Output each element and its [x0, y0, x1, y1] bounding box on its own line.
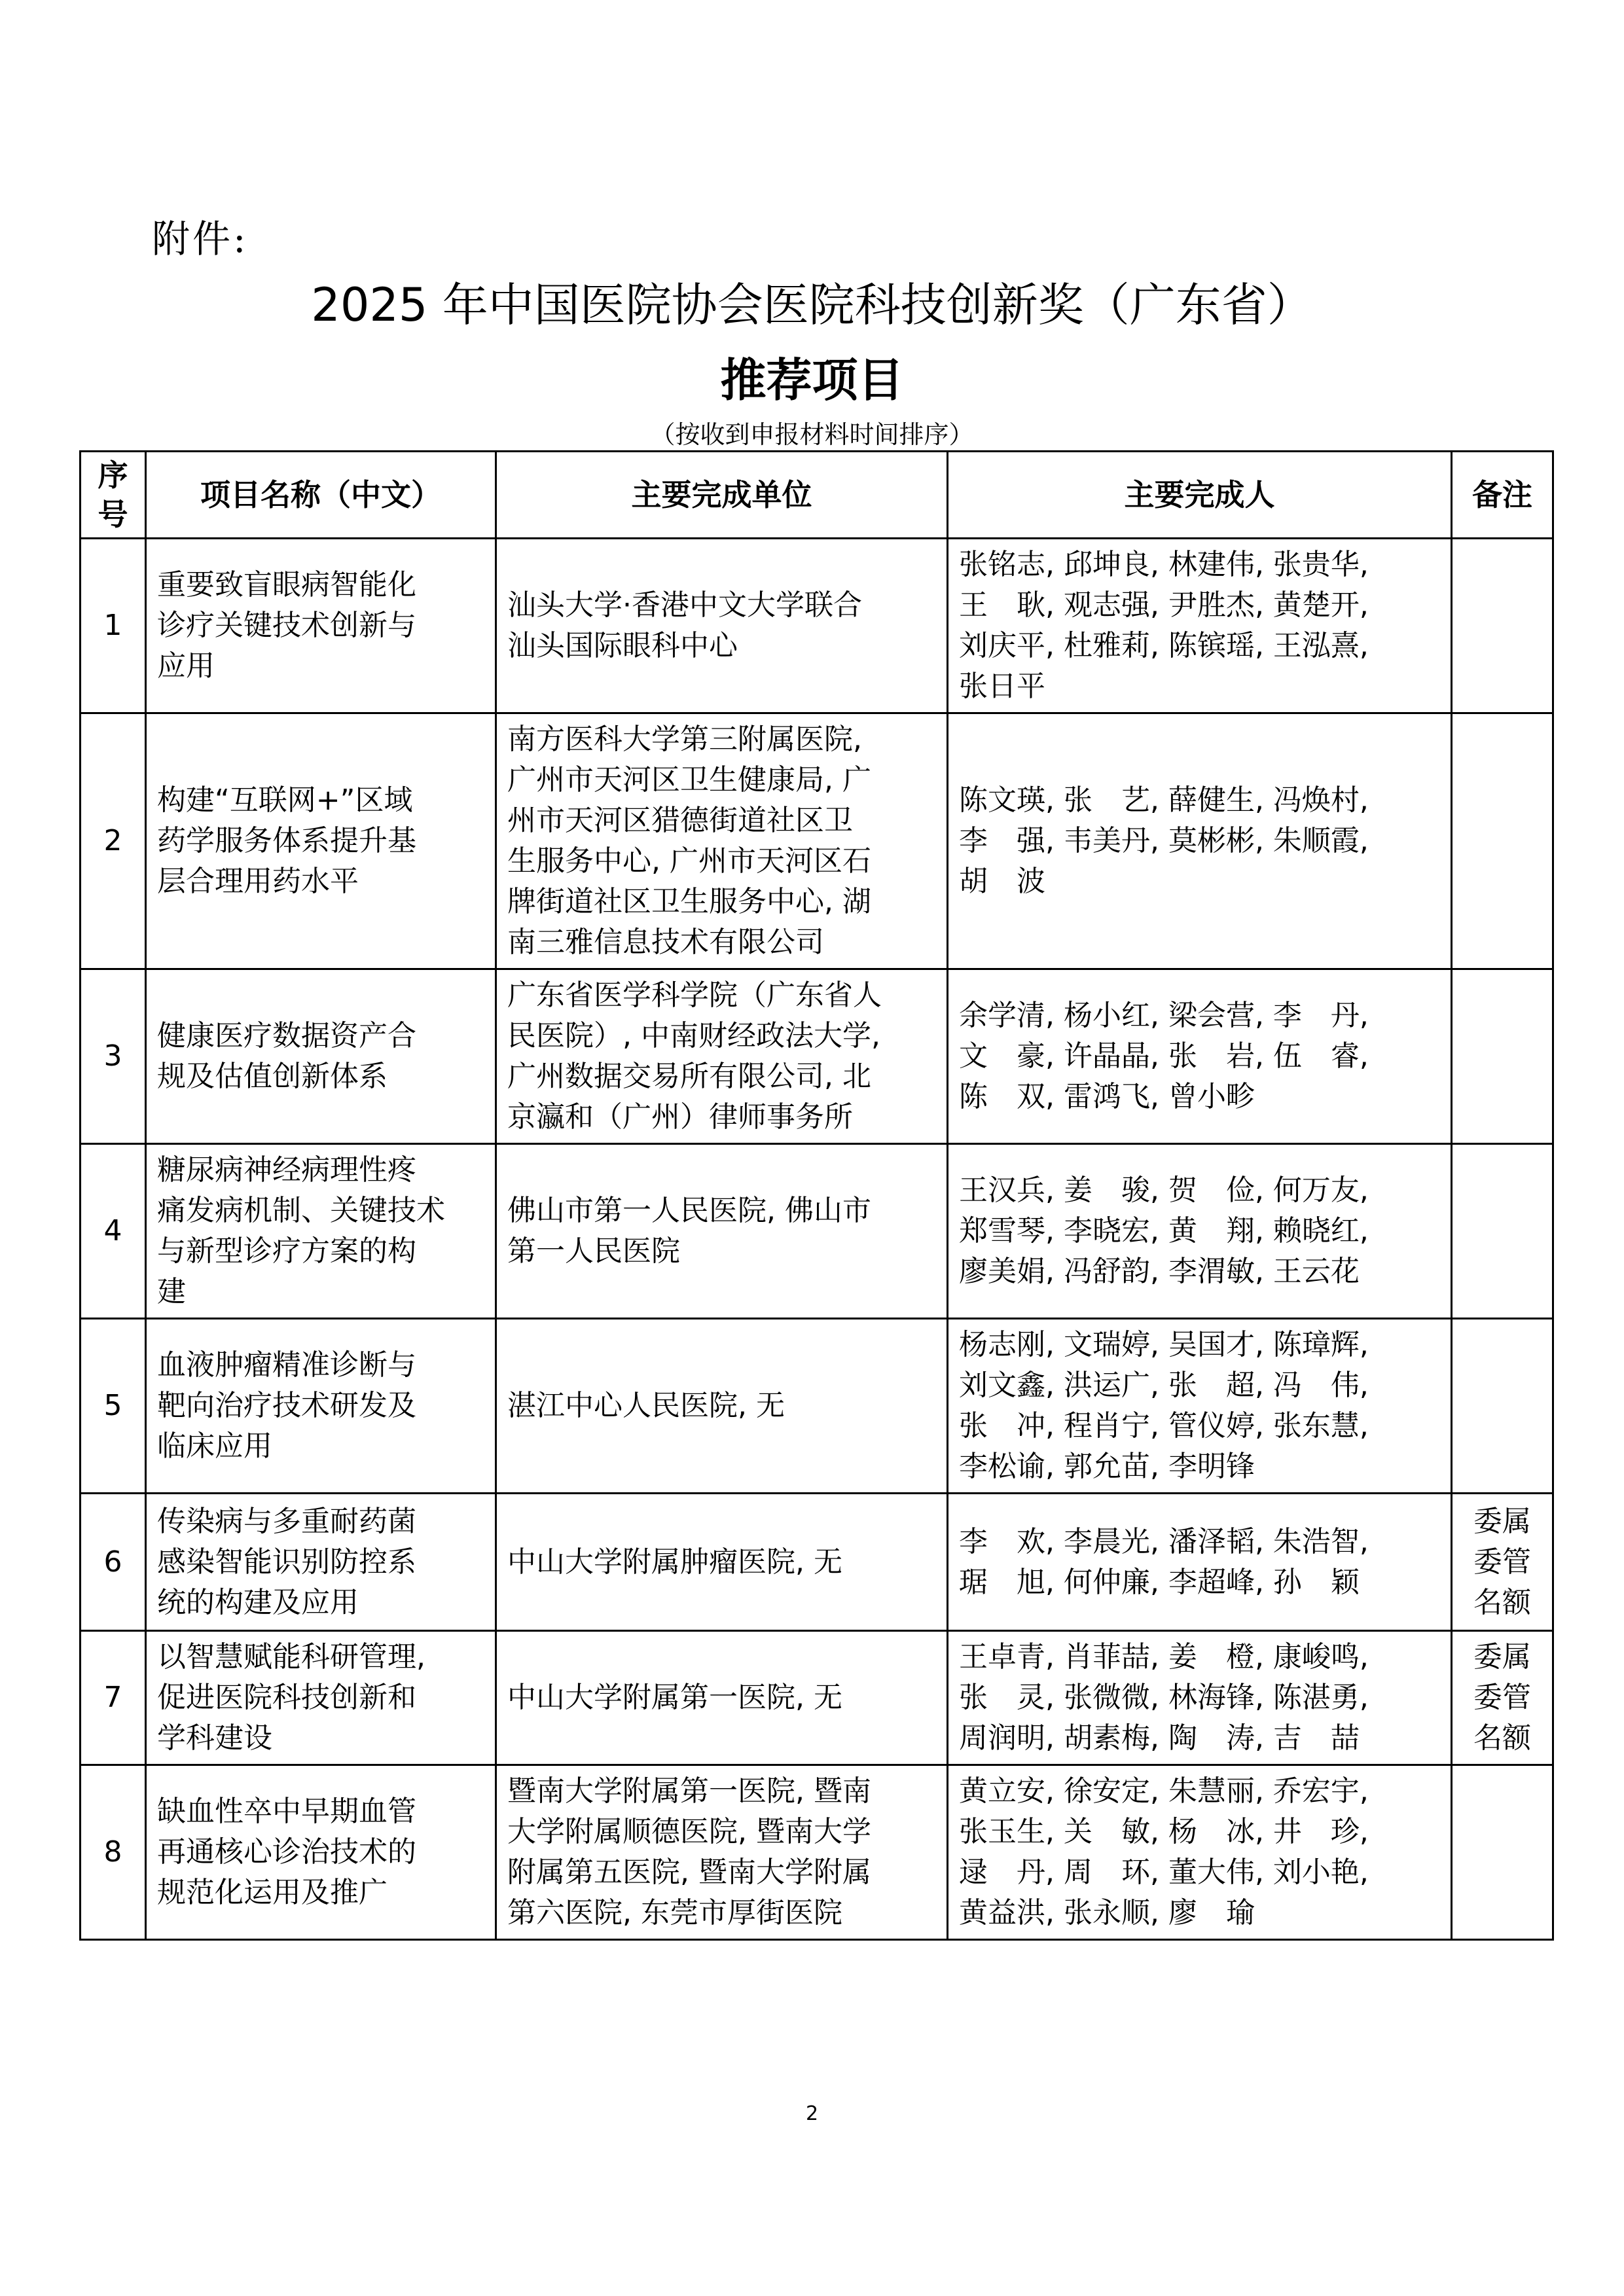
people-cell: [948, 713, 1452, 969]
people-cell: [948, 969, 1452, 1144]
cell-text-line: 京瀛和（广州）律师事务所: [507, 1100, 853, 1134]
cell-text-line: 血液肿瘤精准诊断与: [157, 1348, 416, 1382]
document-title-line2: 推荐项目: [720, 353, 904, 407]
projects-table: [79, 450, 1554, 1941]
table-row: [81, 969, 1553, 1144]
row-number: 6: [81, 1494, 146, 1631]
table-row: [81, 1319, 1553, 1494]
cell-text-line: 规及估值创新体系: [157, 1060, 388, 1093]
cell-text-line: 以智慧赋能科研管理,: [157, 1640, 425, 1674]
project-name-cell: [146, 1631, 496, 1765]
people-cell: [948, 1631, 1452, 1765]
cell-text-line: 胡 波: [959, 865, 1045, 898]
cell-text-line: 大学附属顺德医院, 暨南大学: [507, 1815, 871, 1848]
table-row: [81, 1144, 1553, 1319]
cell-text-line: 药学服务体系提升基: [157, 824, 416, 857]
cell-text-line: 张 冲, 程肖宁, 管仪婷, 张东慧,: [959, 1409, 1369, 1443]
page-number: 2: [805, 2102, 819, 2125]
cell-text-line: 黄益洪, 张永顺, 廖 瑜: [959, 1896, 1255, 1929]
cell-text-line: 委管: [1473, 1681, 1531, 1714]
cell-text-line: 应用: [157, 649, 215, 683]
cell-text-line: 感染智能识别防控系: [157, 1545, 416, 1579]
cell-text-line: 再通核心诊治技术的: [157, 1835, 416, 1869]
cell-text-line: 靶向治疗技术研发及: [157, 1389, 416, 1422]
units-cell: [496, 1631, 948, 1765]
project-name-cell: [146, 539, 496, 713]
note-cell: [1452, 1144, 1553, 1319]
cell-text-line: 委属: [1473, 1640, 1531, 1674]
cell-text-line: 糖尿病神经病理性疼: [157, 1153, 416, 1187]
cell-text-line: 广州市天河区卫生健康局, 广: [507, 763, 871, 797]
cell-text-line: 汕头大学·香港中文大学联合: [507, 588, 862, 622]
document-title: 2025 年中国医院协会医院科技创新奖（广东省）: [311, 278, 1313, 332]
row-number: 5: [81, 1319, 146, 1494]
cell-text-line: 廖美娟, 冯舒韵, 李渭敏, 王云花: [959, 1255, 1360, 1288]
cell-text-line: 统的构建及应用: [157, 1585, 359, 1619]
cell-text-line: 附属第五医院, 暨南大学附属: [507, 1856, 871, 1889]
cell-text-line: 南方医科大学第三附属医院,: [507, 723, 862, 756]
cell-text-line: 重要致盲眼病智能化: [157, 568, 416, 601]
cell-text-line: 构建“互联网+”区域: [157, 783, 413, 817]
sort-note: （按收到申报材料时间排序）: [650, 420, 974, 449]
people-cell: [948, 1319, 1452, 1494]
cell-text-line: 南三雅信息技术有限公司: [507, 925, 824, 959]
note-cell: [1452, 1765, 1553, 1940]
cell-text-line: 李 强, 韦美丹, 莫彬彬, 朱顺霞,: [959, 824, 1369, 857]
note-cell: [1452, 1319, 1553, 1494]
header-people: 主要完成人: [948, 452, 1452, 539]
cell-text-line: 李松谕, 郭允苗, 李明锋: [959, 1450, 1255, 1483]
cell-text-line: 陈 双, 雷鸿飞, 曾小畛: [959, 1080, 1255, 1113]
note-cell: [1452, 1494, 1553, 1631]
cell-text-line: 郑雪琴, 李晓宏, 黄 翔, 赖晓红,: [959, 1214, 1369, 1247]
cell-text-line: 杨志刚, 文瑞婷, 吴国才, 陈璋辉,: [959, 1328, 1369, 1361]
row-number: 8: [81, 1765, 146, 1940]
units-cell: [496, 713, 948, 969]
cell-text-line: 周润明, 胡素梅, 陶 涛, 吉 喆: [959, 1721, 1360, 1755]
project-name-cell: [146, 1144, 496, 1319]
cell-text-line: 痛发病机制、关键技术: [157, 1194, 445, 1227]
cell-text-line: 佛山市第一人民医院, 佛山市: [507, 1194, 871, 1227]
cell-text-line: 张 灵, 张微微, 林海锋, 陈湛勇,: [959, 1681, 1369, 1714]
cell-text-line: 张铭志, 邱坤良, 林建伟, 张贵华,: [959, 548, 1369, 581]
cell-text-line: 建: [157, 1275, 186, 1308]
cell-text-line: 陈文瑛, 张 艺, 薛健生, 冯焕村,: [959, 783, 1369, 817]
cell-text-line: 张玉生, 关 敏, 杨 冰, 井 珍,: [959, 1815, 1369, 1848]
header-no: [81, 452, 146, 539]
table-row: [81, 1765, 1553, 1940]
cell-text-line: 健康医疗数据资产合: [157, 1019, 416, 1052]
cell-text-line: 琚 旭, 何仲廉, 李超峰, 孙 颖: [959, 1565, 1360, 1599]
cell-text-line: 民医院）, 中南财经政法大学,: [507, 1019, 880, 1052]
cell-text-line: 州市天河区猎德街道社区卫: [507, 804, 853, 837]
project-name-cell: [146, 969, 496, 1144]
units-cell: [496, 1144, 948, 1319]
header-project: 项目名称（中文）: [146, 452, 496, 539]
cell-text-line: 名额: [1473, 1721, 1531, 1755]
cell-text-line: 中山大学附属第一医院, 无: [507, 1681, 842, 1714]
cell-text-line: 余学清, 杨小红, 梁会营, 李 丹,: [959, 999, 1369, 1032]
header-units: 主要完成单位: [496, 452, 948, 539]
attachment-label: 附件:: [152, 217, 249, 261]
header-note: 备注: [1452, 452, 1553, 539]
row-number: 2: [81, 713, 146, 969]
cell-text-line: 与新型诊疗方案的构: [157, 1234, 416, 1268]
cell-text-line: 王 耿, 观志强, 尹胜杰, 黄楚开,: [959, 588, 1369, 622]
units-cell: [496, 969, 948, 1144]
project-name-cell: [146, 713, 496, 969]
note-cell: [1452, 713, 1553, 969]
cell-text-line: 委管: [1473, 1545, 1531, 1579]
row-number: 7: [81, 1631, 146, 1765]
cell-text-line: 汕头国际眼科中心: [507, 629, 738, 662]
units-cell: [496, 1494, 948, 1631]
cell-text-line: 文 豪, 许晶晶, 张 岩, 伍 睿,: [959, 1039, 1369, 1073]
cell-text-line: 中山大学附属肿瘤医院, 无: [507, 1545, 842, 1579]
note-cell: [1452, 1631, 1553, 1765]
cell-text-line: 诊疗关键技术创新与: [157, 609, 416, 642]
note-cell: [1452, 539, 1553, 713]
cell-text-line: 广州数据交易所有限公司, 北: [507, 1060, 871, 1093]
cell-text-line: 刘庆平, 杜雅莉, 陈镔瑶, 王泓熹,: [959, 629, 1369, 662]
project-name-cell: [146, 1494, 496, 1631]
cell-text-line: 李 欢, 李晨光, 潘泽韬, 朱浩智,: [959, 1524, 1369, 1558]
cell-text-line: 刘文鑫, 洪运广, 张 超, 冯 伟,: [959, 1369, 1369, 1402]
people-cell: [948, 1144, 1452, 1319]
cell-text-line: 规范化运用及推广: [157, 1876, 388, 1909]
cell-text-line: 第六医院, 东莞市厚街医院: [507, 1896, 842, 1929]
people-cell: [948, 1765, 1452, 1940]
header-no-label: [85, 456, 141, 534]
table-row: [81, 713, 1553, 969]
cell-text-line: 黄立安, 徐安定, 朱慧丽, 乔宏宇,: [959, 1774, 1369, 1808]
cell-text-line: 生服务中心, 广州市天河区石: [507, 844, 871, 878]
row-number: 1: [81, 539, 146, 713]
header-no-char: 号: [98, 497, 128, 532]
cell-text-line: 学科建设: [157, 1721, 272, 1755]
cell-text-line: 逯 丹, 周 环, 董大伟, 刘小艳,: [959, 1856, 1369, 1889]
people-cell: [948, 539, 1452, 713]
cell-text-line: 委属: [1473, 1504, 1531, 1538]
cell-text-line: 促进医院科技创新和: [157, 1681, 416, 1714]
table-header-row: [81, 452, 1553, 539]
units-cell: [496, 1765, 948, 1940]
project-name-cell: [146, 1765, 496, 1940]
row-number: 3: [81, 969, 146, 1144]
cell-text-line: 王卓青, 肖菲喆, 姜 橙, 康峻鸣,: [959, 1640, 1369, 1674]
table-row: [81, 1494, 1553, 1631]
cell-text-line: 传染病与多重耐药菌: [157, 1504, 416, 1538]
cell-text-line: 牌街道社区卫生服务中心, 湖: [507, 885, 871, 918]
row-number: 4: [81, 1144, 146, 1319]
cell-text-line: 第一人民医院: [507, 1234, 680, 1268]
project-name-cell: [146, 1319, 496, 1494]
note-cell: [1452, 969, 1553, 1144]
cell-text-line: 湛江中心人民医院, 无: [507, 1389, 785, 1422]
cell-text-line: 缺血性卒中早期血管: [157, 1795, 416, 1828]
table-row: [81, 1631, 1553, 1765]
cell-text-line: 张日平: [959, 670, 1045, 703]
cell-text-line: 临床应用: [157, 1429, 272, 1463]
units-cell: [496, 1319, 948, 1494]
cell-text-line: 层合理用药水平: [157, 865, 359, 898]
units-cell: [496, 539, 948, 713]
cell-text-line: 暨南大学附属第一医院, 暨南: [507, 1774, 871, 1808]
cell-text-line: 王汉兵, 姜 骏, 贺 俭, 何万友,: [959, 1174, 1369, 1207]
header-no-char: 序: [98, 457, 128, 493]
cell-text-line: 名额: [1473, 1585, 1531, 1619]
cell-text-line: 广东省医学科学院（广东省人: [507, 978, 882, 1012]
table-row: [81, 539, 1553, 713]
people-cell: [948, 1494, 1452, 1631]
